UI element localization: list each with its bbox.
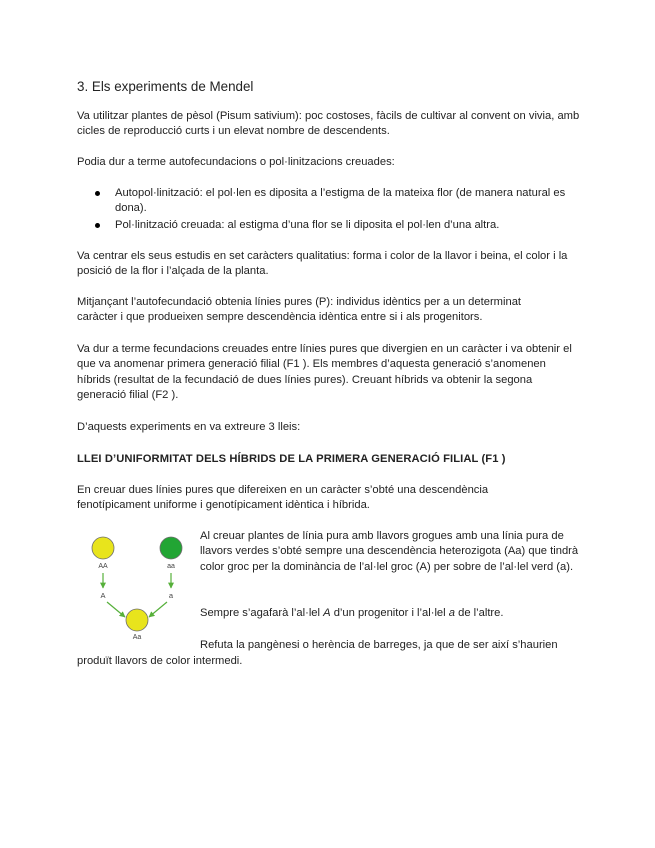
paragraph-cross-example: Al creuar plantes de línia pura amb llavors grogues amb una línia pura de llavors verdes s’obté sempre una descendència heterozigota (Aa) que tindrà color groc per la dominància de l’al·lel groc (A) per sobre de l’al·lel verd (a). bbox=[200, 530, 579, 573]
paragraph-alleles: Sempre s’agafarà l’al·lel A d’un progenitor i l’al·lel a de l’altre. bbox=[200, 607, 504, 619]
paragraph-uniformity: En creuar dues línies pures que difereixen en un caràcter s’obté una descendència fenotípicament uniforme i genotípicament idèntica i híbrida. bbox=[77, 484, 489, 512]
bullet-icon bbox=[95, 223, 100, 228]
section-title: 3. Els experiments de Mendel bbox=[77, 79, 254, 94]
paragraph-pangenesis-line2: produït llavors de color intermedi. bbox=[77, 655, 243, 667]
pollination-list bbox=[95, 186, 580, 234]
list-item bbox=[95, 218, 580, 233]
paragraph-laws-intro: D’aquests experiments en va extreure 3 lleis: bbox=[77, 421, 301, 433]
arrow-icon bbox=[149, 602, 167, 617]
list-item-text: Autopol·linització: el pol·len es diposita a l’estigma de la mateixa flor (de manera natural es dona). bbox=[115, 187, 566, 215]
list-item-text: Pol·linització creuada: al estigma d’una flor se li diposita el pol·len d’una altra. bbox=[115, 218, 500, 231]
recessive-allele: a bbox=[448, 607, 455, 619]
parent-left-genotype: AA bbox=[98, 563, 108, 570]
paragraph-intro: Va utilitzar plantes de pèsol (Pisum sativium): poc costoses, fàcils de cultivar al convent on vivia, amb cicles de reproducció curts i un elevat nombre de descendents. bbox=[77, 110, 580, 138]
dominant-allele: A bbox=[323, 607, 331, 619]
gamete-left-allele: A bbox=[100, 591, 106, 600]
paragraph-pollination: Podia dur a terme autofecundacions o pol·linitzacions creuades: bbox=[77, 156, 395, 168]
paragraph-pure-lines: Mitjançant l’autofecundació obtenia línies pures (P): individus idèntics per a un determinat caràcter i que produeixen sempre descendència idèntica entre si i als progenitors. bbox=[77, 296, 522, 324]
gamete-right-allele: a bbox=[168, 591, 174, 600]
paragraph-crosses: Va dur a terme fecundacions creuades entre línies pures que divergien en un caràcter i va obtenir el que va anomenar primera generació filial (F1 ). Els membres d’aquesta generació s’anomenen híbrids (resultat de la fecundació de dues línies pures). Creuant híbrids va obtenir la segona generació filial (F2 ). bbox=[77, 343, 572, 402]
hybrid-seed-icon bbox=[126, 609, 148, 631]
law-heading: LLEI D’UNIFORMITAT DELS HÍBRIDS DE LA PRIMERA GENERACIÓ FILIAL (F1 ) bbox=[77, 453, 506, 465]
paragraph-pangenesis-line1: Refuta la pangènesi o herència de barreges, ja que de ser així s’haurien bbox=[200, 639, 558, 651]
parent-right-genotype: aa bbox=[167, 563, 175, 570]
paragraph-characters: Va centrar els seus estudis en set caràcters qualitatius: forma i color de la llavor i beina, el color i la posició de la flor i l’alçada de la planta. bbox=[77, 250, 568, 278]
green-seed-parent-icon bbox=[160, 537, 182, 559]
offspring-genotype: Aa bbox=[132, 634, 142, 641]
bullet-icon bbox=[95, 191, 100, 196]
list-item bbox=[95, 186, 580, 217]
arrow-icon bbox=[107, 602, 125, 617]
yellow-seed-parent-icon bbox=[92, 537, 114, 559]
mendel-cross-diagram bbox=[85, 535, 190, 643]
